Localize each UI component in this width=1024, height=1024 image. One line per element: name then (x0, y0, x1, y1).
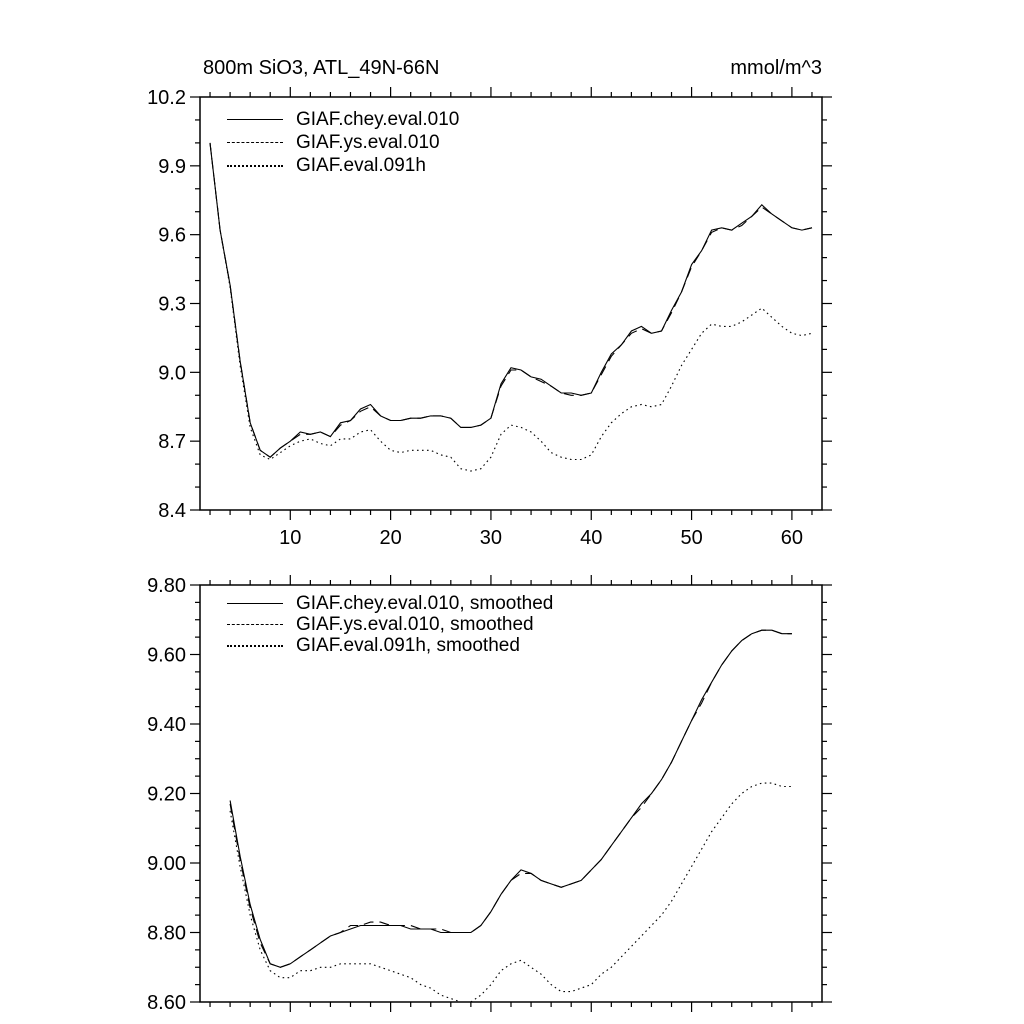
legend-item (227, 154, 459, 177)
series-line-dashed (210, 143, 812, 457)
y-tick-label: 8.80 (147, 922, 186, 945)
x-tick-label: 40 (580, 527, 603, 549)
legend-line-sample-dotted (227, 645, 283, 647)
x-tick-label: 10 (279, 527, 302, 549)
legend-label: GIAF.eval.091h, smoothed (296, 634, 520, 656)
legend-item (227, 614, 553, 635)
legend-label: GIAF.ys.eval.010 (296, 131, 440, 153)
y-tick-label: 8.7 (158, 431, 186, 454)
legend-label: GIAF.ys.eval.010, smoothed (296, 613, 534, 635)
y-tick-label: 10.2 (147, 87, 186, 109)
legend-label: GIAF.chey.eval.010 (296, 108, 460, 130)
series-line-dotted (230, 783, 792, 1002)
legend-label: GIAF.eval.091h (296, 154, 426, 176)
x-tick-label: 20 (379, 527, 402, 549)
y-tick-label: 9.20 (147, 783, 186, 806)
y-tick-label: 9.3 (158, 293, 186, 316)
legend-line-sample-dotted (227, 165, 283, 167)
y-tick-label: 9.40 (147, 714, 186, 736)
legend-line-sample-dashed (227, 624, 283, 625)
legend-line-sample-solid (227, 119, 283, 120)
y-tick-label: 8.60 (147, 992, 186, 1014)
legend-item (227, 108, 459, 131)
x-tick-label: 50 (680, 527, 703, 549)
top-chart-title: 800m SiO3, ATL_49N-66N (203, 57, 440, 79)
y-tick-label: 9.60 (147, 644, 186, 667)
legend-item (227, 593, 553, 614)
y-tick-label: 9.9 (158, 155, 186, 178)
x-tick-label: 30 (479, 527, 503, 549)
y-tick-label: 9.00 (147, 853, 186, 875)
legend-item (227, 131, 459, 154)
top-chart-legend (227, 108, 459, 177)
series-line-solid (230, 630, 792, 967)
y-tick-label: 9.80 (147, 575, 186, 597)
y-tick-label: 8.4 (158, 500, 186, 522)
bottom-chart-legend (227, 593, 553, 656)
legend-item (227, 635, 553, 656)
x-tick-label: 60 (780, 527, 804, 549)
y-tick-label: 9.6 (158, 224, 186, 247)
series-line-dashed (230, 630, 792, 967)
legend-line-sample-solid (227, 603, 283, 604)
top-chart-units-label: mmol/m^3 (730, 57, 822, 79)
series-line-dotted (210, 143, 812, 471)
y-tick-label: 9.0 (158, 362, 186, 385)
legend-line-sample-dashed (227, 142, 283, 143)
series-line-solid (210, 143, 812, 457)
legend-label: GIAF.chey.eval.010, smoothed (296, 592, 554, 614)
